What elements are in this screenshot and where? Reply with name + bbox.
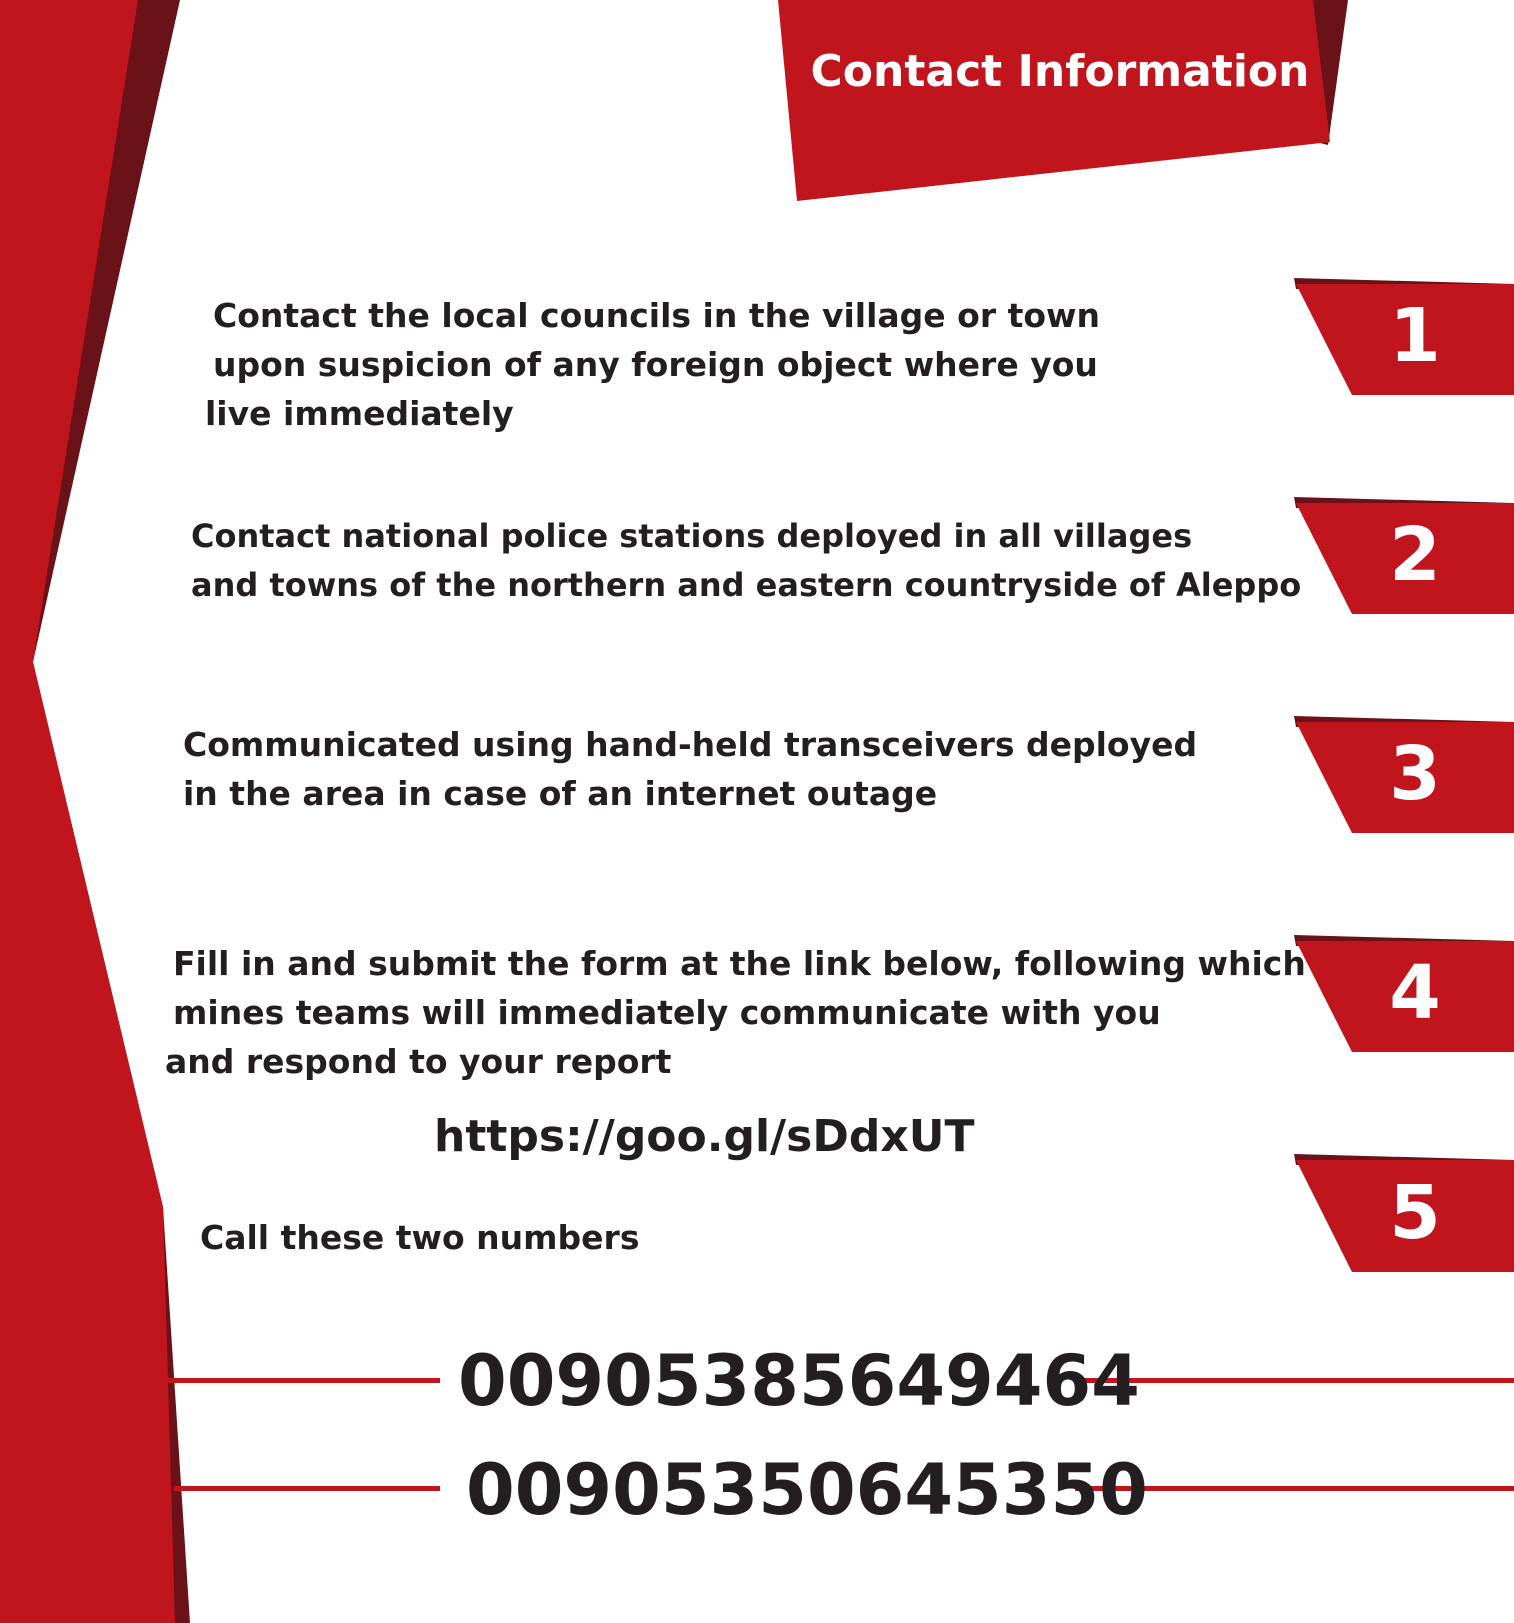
step-4-line-2: mines teams will immediately communicate with you (173, 993, 1161, 1032)
step-4-number: 4 (1389, 950, 1441, 1036)
step-4-line-3: and respond to your report (165, 1042, 672, 1081)
step-2-line-1: Contact national police stations deployed in all villages (191, 517, 1193, 555)
step-2-number: 2 (1389, 512, 1441, 598)
step-3-number: 3 (1389, 731, 1441, 817)
phone-1-line-right (1075, 1378, 1514, 1383)
step-1-line-1: Contact the local councils in the village or town (213, 296, 1101, 335)
step-2-text (191, 512, 1301, 610)
step-3-text (183, 720, 1197, 818)
form-link[interactable]: https://goo.gl/sDdxUT (434, 1111, 975, 1162)
step-5-line-1: Call these two numbers (200, 1218, 640, 1257)
step-3-line-1: Communicated using hand-held transceivers deployed (183, 725, 1198, 764)
step-5-number: 5 (1389, 1170, 1441, 1256)
step-3-line-2: in the area in case of an internet outage (183, 774, 938, 813)
phone-number-1[interactable]: 00905385649464 (458, 1340, 1140, 1422)
phone-number-2[interactable]: 00905350645350 (466, 1449, 1148, 1531)
phone-2-line-left (174, 1486, 440, 1491)
step-1-text (205, 291, 1100, 438)
step-5-text (200, 1213, 639, 1262)
step-1-number: 1 (1389, 293, 1441, 379)
step-1-line-2: upon suspicion of any foreign object where you (213, 345, 1098, 384)
step-2-line-2: and towns of the northern and eastern countryside of Aleppo (191, 566, 1302, 604)
left-banner (0, 0, 175, 1623)
phone-1-line-left (168, 1378, 440, 1383)
step-4-line-1: Fill in and submit the form at the link below, following which (173, 944, 1306, 983)
step-4-text (165, 939, 1306, 1086)
step-1-line-3: live immediately (205, 394, 514, 433)
page-title: Contact Information (810, 46, 1310, 97)
